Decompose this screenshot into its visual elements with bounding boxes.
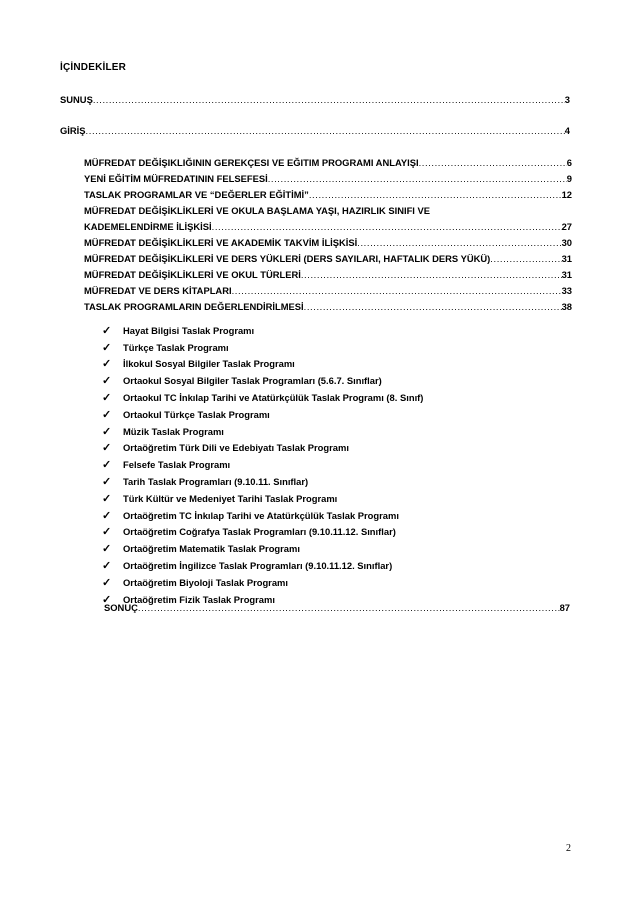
- dot-leader: [301, 269, 562, 280]
- checkmark-icon: ✓: [102, 375, 112, 388]
- toc-entry-title: SUNUŞ: [60, 94, 93, 105]
- toc-subentry: [84, 285, 572, 296]
- toc-entry-title: MÜFREDAT VE DERS KİTAPLARI: [84, 285, 232, 296]
- toc-entry-page: 38: [561, 301, 572, 312]
- list-item-label: İlkokul Sosyal Bilgiler Taslak Programı: [123, 358, 295, 370]
- dot-leader: [419, 157, 567, 168]
- checkmark-icon: ✓: [102, 560, 112, 573]
- toc-subentry-title-line1: MÜFREDAT DEĞİŞİKLİKLERİ VE OKULA BAŞLAMA YAŞI, HAZIRLIK SINIFI VE: [84, 205, 431, 216]
- toc-entry-page: 6: [566, 157, 572, 168]
- checkmark-icon: ✓: [102, 576, 112, 589]
- list-item-label: Ortaöğretim Matematik Taslak Programı: [123, 543, 300, 555]
- checkmark-icon: ✓: [102, 593, 112, 606]
- dot-leader: [93, 94, 565, 105]
- toc-entry-page: 31: [561, 253, 572, 264]
- list-item: [102, 557, 423, 574]
- checkmark-icon: ✓: [102, 509, 112, 522]
- list-item: [102, 356, 423, 373]
- checkmark-icon: ✓: [102, 358, 112, 371]
- toc-entry-title: YENİ EĞİTİM MÜFREDATININ FELSEFESİ: [84, 173, 268, 184]
- dot-leader: [212, 221, 562, 232]
- toc-entry-title: SONUÇ: [104, 602, 138, 613]
- toc-entry-title: MÜFREDAT DEĞİŞİKLİKLERİ VE OKUL TÜRLERİ: [84, 269, 301, 280]
- dot-leader: [138, 602, 560, 613]
- dot-leader: [309, 189, 562, 200]
- toc-entry-page: 30: [561, 237, 572, 248]
- toc-entry-title: TASLAK PROGRAMLAR VE “DEĞERLER EĞİTİMİ”: [84, 189, 309, 200]
- toc-subentry: [84, 157, 572, 168]
- list-item-label: Ortaokul TC İnkılap Tarihi ve Atatürkçülük Taslak Programı (8. Sınıf): [123, 392, 424, 404]
- toc-subentry: [84, 189, 572, 200]
- dot-leader: [304, 301, 562, 312]
- toc-subentry: [84, 173, 572, 184]
- toc-entry-title: MÜFREDAT DEĞİŞİKLİKLERİ VE AKADEMİK TAKVİM İLİŞKİSİ: [84, 237, 358, 248]
- toc-entry-page: 27: [561, 221, 572, 232]
- dot-leader: [357, 237, 561, 248]
- list-item-label: Hayat Bilgisi Taslak Programı: [123, 324, 255, 336]
- checkmark-icon: ✓: [102, 408, 112, 421]
- toc-entry-page: 9: [566, 173, 572, 184]
- toc-entry-page: 3: [564, 94, 570, 105]
- list-item: [102, 406, 423, 423]
- toc-entry-sunus: [60, 94, 570, 105]
- toc-subentry: [84, 253, 572, 264]
- toc-entry-page: 87: [559, 602, 570, 613]
- list-item-label: Ortaöğretim Türk Dili ve Edebiyatı Taslak Programı: [123, 442, 349, 454]
- toc-entry-title: MÜFREDAT DEĞİŞIKLIĞININ GEREKÇESI VE EĞITIM PROGRAMI ANLAYIŞI: [84, 157, 419, 168]
- toc-entry-page: 33: [561, 285, 572, 296]
- list-item: [102, 540, 423, 557]
- list-item-label: Ortaöğretim Biyoloji Taslak Programı: [123, 576, 288, 588]
- checkmark-icon: ✓: [102, 459, 112, 472]
- list-item: [102, 456, 423, 473]
- list-item-label: Tarih Taslak Programları (9.10.11. Sınıflar): [123, 476, 309, 488]
- list-item-label: Ortaokul Sosyal Bilgiler Taslak Programları (5.6.7. Sınıflar): [123, 375, 382, 387]
- list-item-label: Türk Kültür ve Medeniyet Tarihi Taslak Programı: [123, 492, 338, 504]
- checkmark-icon: ✓: [102, 476, 112, 489]
- list-item-label: Müzik Taslak Programı: [123, 425, 224, 437]
- toc-subentry: [84, 221, 572, 232]
- list-item-label: Türkçe Taslak Programı: [123, 341, 229, 353]
- dot-leader: [232, 285, 562, 296]
- list-item: [102, 322, 423, 339]
- checkmark-icon: ✓: [102, 324, 112, 337]
- list-item: [102, 372, 423, 389]
- toc-subentry: [84, 237, 572, 248]
- list-item-label: Ortaokul Türkçe Taslak Programı: [123, 408, 270, 420]
- toc-subentry: [84, 269, 572, 280]
- list-item-label: Ortaöğretim Fizik Taslak Programı: [123, 593, 275, 605]
- checkmark-icon: ✓: [102, 492, 112, 505]
- list-item: [102, 490, 423, 507]
- toc-heading: İÇİNDEKİLER: [60, 62, 127, 73]
- program-checklist: [102, 322, 423, 608]
- toc-entry-giris: [60, 125, 570, 136]
- checkmark-icon: ✓: [102, 392, 112, 405]
- checkmark-icon: ✓: [102, 526, 112, 539]
- toc-entry-title: GİRİŞ: [60, 125, 86, 136]
- toc-entry-page: 12: [561, 189, 572, 200]
- page-number: 2: [566, 843, 571, 854]
- toc-entry-title: KADEMELENDİRME İLİŞKİSİ: [84, 221, 212, 232]
- dot-leader: [268, 173, 567, 184]
- toc-entry-page: 31: [561, 269, 572, 280]
- list-item: [102, 339, 423, 356]
- dot-leader: [86, 125, 565, 136]
- list-item: [102, 423, 423, 440]
- list-item-label: Felsefe Taslak Programı: [123, 459, 231, 471]
- dot-leader: [490, 253, 561, 264]
- toc-entry-sonuc: [104, 602, 570, 613]
- toc-subentry: [84, 301, 572, 312]
- list-item: [102, 524, 423, 541]
- toc-entry-page: 4: [564, 125, 570, 136]
- list-item: [102, 440, 423, 457]
- list-item-label: Ortaöğretim Coğrafya Taslak Programları (9.10.11.12. Sınıflar): [123, 526, 396, 538]
- toc-entry-title: TASLAK PROGRAMLARIN DEĞERLENDİRİLMESİ: [84, 301, 304, 312]
- list-item: [102, 507, 423, 524]
- checkmark-icon: ✓: [102, 425, 112, 438]
- list-item-label: Ortaöğretim İngilizce Taslak Programları (9.10.11.12. Sınıflar): [123, 560, 393, 572]
- toc-entry-title: MÜFREDAT DEĞİŞİKLİKLERİ VE DERS YÜKLERİ (DERS SAYILARI, HAFTALIK DERS YÜKÜ): [84, 253, 491, 264]
- list-item: [102, 473, 423, 490]
- checkmark-icon: ✓: [102, 341, 112, 354]
- list-item-label: Ortaöğretim TC İnkılap Tarihi ve Atatürkçülük Taslak Programı: [123, 509, 399, 521]
- list-item: [102, 574, 423, 591]
- checkmark-icon: ✓: [102, 543, 112, 556]
- checkmark-icon: ✓: [102, 442, 112, 455]
- list-item: [102, 389, 423, 406]
